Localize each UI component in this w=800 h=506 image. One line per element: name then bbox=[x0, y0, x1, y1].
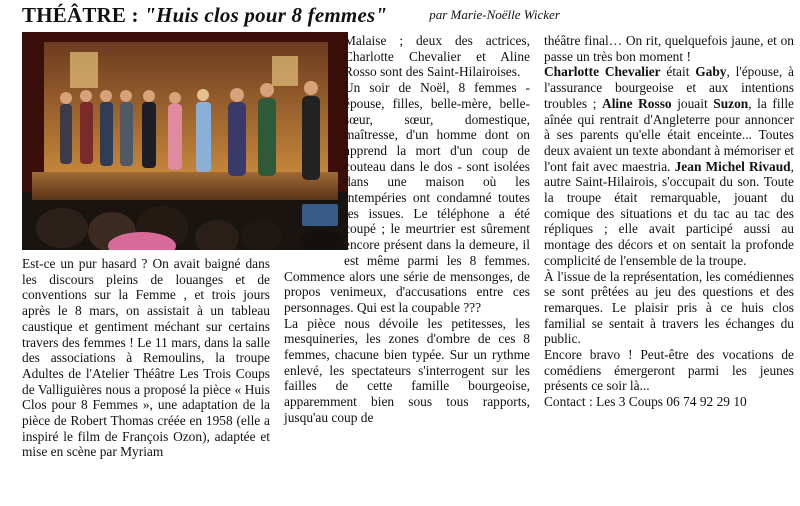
section-label: THÉÂTRE : bbox=[22, 3, 139, 27]
photo-wrap-spacer bbox=[272, 33, 344, 253]
role-name: Gaby bbox=[695, 64, 727, 80]
after-show-paragraph: À l'issue de la représentation, les comédiennes se sont prêtées au jeu des questions et des remarques. Le plaisir pris à ce huis clos familial se sentait à travers les échanges du public. bbox=[544, 268, 794, 347]
actor-name: Jean Michel Rivaud bbox=[674, 158, 791, 174]
cast-paragraph: Charlotte Chevalier était Gaby, l'épouse, à l'assurance bourgeoise et aux intentions troubles ; Aline Rosso jouait Suzon, la fille aînée qui rentrait d'Angleterre pour annoncer à ses parents qu'elle était enceinte... Toutes deux avaient un texte abondant à mémoriser et l'ont fait avec maestria. Jean Michel Rivaud, autre Saint-Hilairois, s'occupait du son. Toute la troupe était remarquable, jouant du comique des situations et du tac au tac des répliques ; elle avait participé aussi au montage des décors et on sentait la profonde complicité de l'ensemble de la troupe. bbox=[544, 64, 794, 268]
plot-paragraph: Un soir de Noël, 8 femmes - épouse, filles, belle-mère, belle-sœur, sœur, domestique, maîtresse, d'un homme dont on apprend la mort d'un coup de couteau dans le dos - sont isolées dans une maison où les intempéries ont condamné toutes les issues. Le téléphone a été coupé ; le meurtrier est sûrement encore présent dans la demeure, il est même parmi les 8 femmes. Commence alors une série de mensonges, de propos venimeux, d'accusations entre ces personnages. Qui est la coupable ??? bbox=[284, 80, 530, 315]
actor-name: Charlotte Chevalier bbox=[544, 64, 661, 80]
role-name: Suzon bbox=[713, 95, 749, 111]
column-2 bbox=[284, 33, 530, 426]
article-header bbox=[22, 3, 792, 29]
column-1 bbox=[22, 256, 270, 460]
actresses-paragraph: Malaise ; deux des actrices, Charlotte Chevalier et Aline Rosso sont des Saint-Hilairoises. bbox=[344, 33, 530, 80]
byline: par Marie-Noëlle Wicker bbox=[429, 7, 560, 22]
contact-line: Contact : Les 3 Coups 06 74 92 29 10 bbox=[544, 394, 747, 410]
intro-paragraph: Est-ce un pur hasard ? On avait baigné dans les discours pleins de louanges et de conventions sur la Femme , et trois jours après le 8 mars, on assistait à un tableau caustique et gentiment méchant sur certains travers des femmes ! Le 11 mars, dans la salle des associations à Remoulins, la troupe Adultes de l'Atelier Théâtre Les Trois Coups de Valliguières nous a proposé la pièce « Huis Clos pour 8 Femmes », une adaptation de la pièce de Robert Thomas créée en 1958 (elle a inspiré le film de François Ozon), adaptée et mise en scène par Myriam bbox=[22, 256, 270, 460]
actor-name: Aline Rosso bbox=[602, 95, 672, 111]
column-3 bbox=[544, 33, 794, 410]
closing-paragraph: Encore bravo ! Peut-être des vocations de comédiens émergeront parmi les jeunes présents ce soir là... bbox=[544, 347, 794, 394]
play-title: "Huis clos pour 8 femmes" bbox=[144, 3, 388, 27]
ending-paragraph: théâtre final… On rit, quelquefois jaune, et on passe un très bon moment ! bbox=[544, 33, 794, 64]
article-title bbox=[22, 3, 387, 27]
themes-paragraph: La pièce nous dévoile les petitesses, les mesquineries, les zones d'ombre de ces 8 femmes, chacune bien typée. Sur un rythme enlevé, les spectateurs s'interrogent sur les failles de cette famille bourgeoise, apparemment bien sous tous rapports, jusqu'au coup de bbox=[284, 315, 530, 425]
